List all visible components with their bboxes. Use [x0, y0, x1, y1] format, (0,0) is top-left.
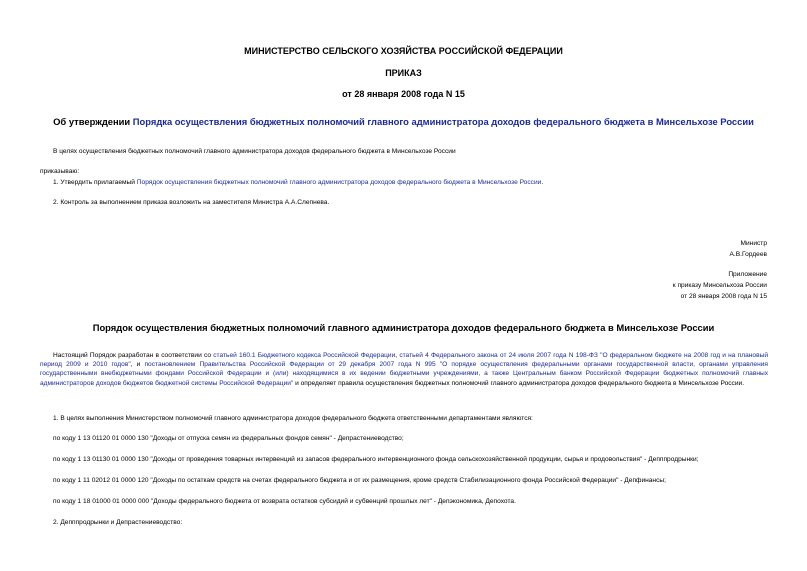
order-label: ПРИКАЗ [385, 68, 422, 78]
code-line: по коду 1 13 01130 01 0000 130 "Доходы от проведения товарных интервенций из запасов федерального интервенционного фонда сельскохозяйственной продукции, сырья и продовольствия" - Депппродрынки; [53, 456, 699, 463]
code-line: по коду 1 13 01120 01 0000 130 "Доходы от отпуска семян из федеральных фондов семян" - Депрастениеводство; [53, 435, 404, 442]
preamble-paragraph [40, 351, 768, 388]
intro-paragraph: В целях осуществления бюджетных полномочий главного администратора доходов федерального бюджета в Минсельхозе России [53, 148, 456, 155]
code-line: по коду 1 11 02012 01 0000 120 "Доходы по остаткам средств на счетах федерального бюджета и от их размещения, кроме средств Стабилизационного фонда Российской Федерации" - Депфинансы; [53, 477, 666, 484]
appendix-date: от 28 января 2008 года N 15 [680, 293, 767, 300]
preamble-link-budget-code[interactable]: статьей 160.1 Бюджетного кодекса Российской Федерации [213, 352, 396, 359]
section-1: 1. В целях выполнения Министерством полномочий главного администратора доходов федерального бюджета ответственными департаментами являются: [53, 415, 533, 422]
preamble-text-1: Настоящий Порядок разработан в соответствии со [53, 352, 214, 359]
appendix-label: Приложение [728, 271, 767, 278]
item-2: 2. Контроль за выполнением приказа возложить на заместителя Министра А.А.Слепнева. [53, 199, 330, 206]
appendix-ref: к приказу Минсельхоза России [672, 282, 767, 289]
preamble-text-3: , и [130, 361, 145, 369]
item-1 [53, 178, 543, 187]
ministry-heading: МИНИСТЕРСТВО СЕЛЬСКОГО ХОЗЯЙСТВА РОССИЙСКОЙ ФЕДЕРАЦИИ [244, 46, 563, 56]
section-2: 2. Депппродрынки и Депрастениеводство: [53, 519, 183, 526]
preamble-link-federal-law[interactable]: статьей 4 Федерального закона от 24 июля 2007 года N 198-ФЗ "О федеральном бюджете на 2008 год и на плановый период 2009 и 2010 годов" [40, 352, 768, 369]
order-title-link[interactable]: Порядка осуществления бюджетных полномочий главного администратора доходов федерального бюджета в Минсельхозе России [132, 116, 754, 127]
appendix-title: Порядок осуществления бюджетных полномочий главного администратора доходов федерального бюджета в Минсельхозе России [92, 322, 715, 333]
signature-name: А.В.Гордеев [729, 251, 767, 258]
item-1-suffix: . [541, 179, 544, 186]
preamble-text-4: и определяет правила осуществления бюджетных полномочий главного администратора доходов федерального бюджета в Минсельхозе России. [293, 379, 745, 387]
order-title [0, 116, 807, 127]
item-1-link[interactable]: Порядок осуществления бюджетных полномочий главного администратора доходов федерального бюджета в Минсельхозе России [136, 179, 542, 186]
preamble-text-2: , [395, 352, 400, 359]
preamble-link-resolution[interactable]: постановлением Правительства Российской Федерации от 29 декабря 2007 года N 995 "О порядке осуществления федеральными органами государственной власти, органами управления государственными внебюджетными фондами Российской Федерации и (или) находящимися в их ведении бюджетными учреждениями, а также Центральным банком Российской Федерации бюджетных полномочий главных администраторов доходов бюджетов бюджетной системы Российской Федерации" [40, 361, 768, 387]
code-line: по коду 1 18 01000 01 0000 000 "Доходы федерального бюджета от возврата остатков субсидий и субвенций прошлых лет" - Депэкономика, Депохота. [53, 498, 516, 505]
orders-word: приказываю: [40, 168, 80, 175]
order-title-prefix: Об утверждении [53, 116, 133, 127]
order-date: от 28 января 2008 года N 15 [342, 89, 465, 99]
item-1-prefix: 1. Утвердить прилагаемый [53, 179, 137, 186]
signature-role: Министр [740, 240, 767, 247]
